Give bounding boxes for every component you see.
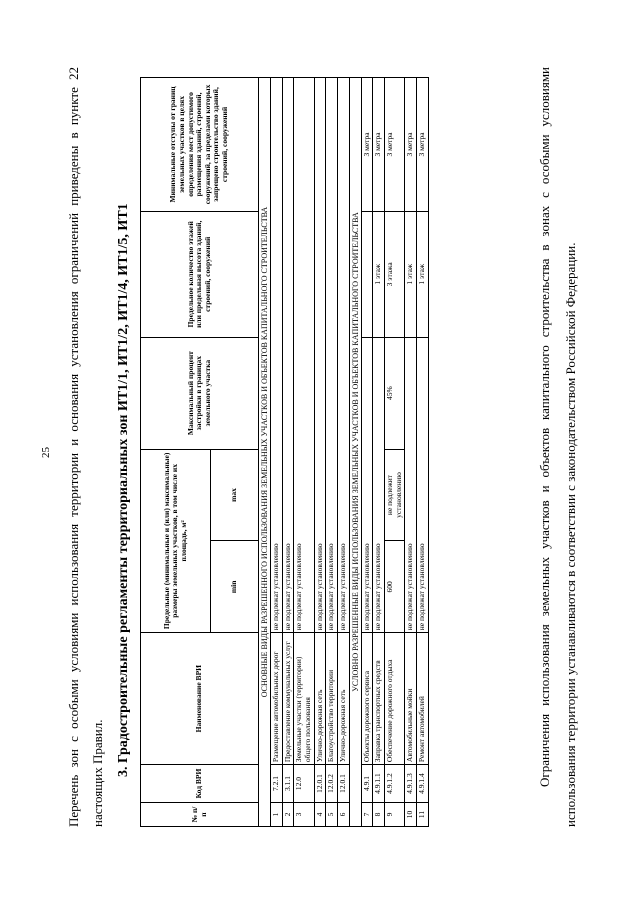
table-row: [294, 78, 314, 827]
table-row: [385, 78, 405, 827]
cell-name: Благоустройство территории: [326, 633, 338, 765]
cell-name: Улично-дорожная сеть: [314, 633, 326, 765]
cell-params: не подлежат установлению: [314, 78, 326, 633]
cell-code: 4.9.1: [361, 765, 373, 803]
cell-code: 7.2.1: [271, 765, 283, 803]
cell-code: 12.0: [294, 765, 314, 803]
cell-num: 10: [405, 803, 417, 827]
cell-name: Объекты дорожного сервиса: [361, 633, 373, 765]
cell-max: не подлежит установлению: [385, 449, 405, 541]
cell-code: 4.9.1.3: [405, 765, 417, 803]
intro-paragraph: [62, 67, 110, 827]
table-row: [271, 78, 283, 827]
cell-code: 4.9.1.2: [385, 765, 405, 803]
cell-name: Размещение автомобильных дорог: [271, 633, 283, 765]
cell-setback: 3 метра: [385, 78, 405, 212]
cell-num: 11: [416, 803, 428, 827]
table-row: [337, 78, 349, 827]
page-number: 25: [40, 447, 52, 458]
cell-params: не подлежат установлению: [373, 337, 385, 633]
regulations-table-wrapper: [140, 77, 429, 827]
cell-name: Заправка транспортных средств: [373, 633, 385, 765]
cell-percent: 45%: [385, 337, 405, 449]
cell-num: 7: [361, 803, 373, 827]
header-floors: Предельное количество этажей или предельная высота зданий, строений, сооружений: [141, 211, 259, 337]
section-row-main: [259, 78, 271, 827]
cell-code: 12.0.2: [326, 765, 338, 803]
cell-setback: 3 метра: [361, 78, 373, 212]
header-num: № п/п: [141, 803, 259, 827]
table-row: [405, 78, 417, 827]
header-max: max: [211, 449, 259, 541]
cell-params: не подлежат установлению: [294, 78, 314, 633]
cell-num: 4: [314, 803, 326, 827]
intro-text: Перечень зон с особыми условиями использования территории и основания установления ограничений приведены в пункте 22 настоящих Правил.: [66, 67, 105, 827]
cell-params: не подлежат установлению: [416, 337, 428, 633]
header-setbacks: Минимальные отступы от границ земельных участков в целях определения мест допустимого размещения зданий, строений, сооружений, за пределами которых запрещено строительство зданий, строений, сооружений: [141, 78, 259, 212]
table-row: [282, 78, 294, 827]
cell-code: 12.0.1: [314, 765, 326, 803]
cell-setback: 3 метра: [405, 78, 417, 212]
cell-num: 1: [271, 803, 283, 827]
cell-num: 5: [326, 803, 338, 827]
header-percent: Максимальный процент застройки в границах земельного участка: [141, 337, 259, 449]
cell-setback: 3 метра: [416, 78, 428, 212]
table-row: [326, 78, 338, 827]
header-min: min: [211, 541, 259, 633]
table-row: [314, 78, 326, 827]
cell-params: не подлежат установлению: [361, 337, 373, 633]
table-row: [416, 78, 428, 827]
cell-num: 2: [282, 803, 294, 827]
cell-params: не подлежат установлению: [271, 78, 283, 633]
cell-params: не подлежат установлению: [405, 337, 417, 633]
cell-params: не подлежат установлению: [337, 78, 349, 633]
cell-name: Земельные участки (территории) общего пользования: [294, 633, 314, 765]
cell-name: Ремонт автомобилей: [416, 633, 428, 765]
table-row: [361, 78, 373, 827]
header-name: Наименование ВРИ: [141, 633, 259, 765]
cell-floors: [361, 211, 373, 337]
cell-floors: 3 этажа: [385, 211, 405, 337]
outro-paragraph: [532, 67, 584, 827]
cell-num: 3: [294, 803, 314, 827]
section-conditional-title: УСЛОВНО РАЗРЕШЕННЫЕ ВИДЫ ИСПОЛЬЗОВАНИЯ ЗЕМЕЛЬНЫХ УЧАСТКОВ И ОБЪЕКТОВ КАПИТАЛЬНОГО СТРОИТЕЛЬСТВА: [349, 78, 361, 827]
cell-min: 600: [385, 541, 405, 633]
regulations-table: [140, 77, 429, 827]
cell-code: 12.0.1: [337, 765, 349, 803]
section-main-title: ОСНОВНЫЕ ВИДЫ РАЗРЕШЕННОГО ИСПОЛЬЗОВАНИЯ ЗЕМЕЛЬНЫХ УЧАСТКОВ И ОБЪЕКТОВ КАПИТАЛЬНОГО СТРОИТЕЛЬСТВА: [259, 78, 271, 827]
cell-num: 9: [385, 803, 405, 827]
section-heading: 3. Градостроительные регламенты территориальных зон ИТ1/1, ИТ1/2, ИТ1/4, ИТ1/5, ИТ1: [116, 203, 131, 777]
header-code: Код ВРИ: [141, 765, 259, 803]
cell-code: 4.9.1.4: [416, 765, 428, 803]
cell-floors: 1 этаж: [405, 211, 417, 337]
table-header-row: [141, 78, 211, 827]
cell-code: 3.1.1: [282, 765, 294, 803]
cell-floors: 1 этаж: [416, 211, 428, 337]
cell-name: Обеспечение дорожного отдыха: [385, 633, 405, 765]
cell-setback: 3 метра: [373, 78, 385, 212]
cell-code: 4.9.1.1: [373, 765, 385, 803]
cell-num: 8: [373, 803, 385, 827]
cell-name: Улично-дорожная сеть: [337, 633, 349, 765]
section-row-conditional: [349, 78, 361, 827]
header-sizes: Предельные (минимальные и (или) максимальные) размеры земельных участков, в том числе их площадь, м²: [141, 449, 211, 633]
cell-name: Предоставление коммунальных услуг: [282, 633, 294, 765]
cell-num: 6: [337, 803, 349, 827]
table-row: [373, 78, 385, 827]
outro-text: Ограничения использования земельных участков и объектов капитального строительства в зонах с особыми условиями использования территории устанавливаются в соответствии с законодательством Российской Федерации.: [537, 67, 578, 827]
cell-params: не подлежат установлению: [326, 78, 338, 633]
cell-floors: 1 этаж: [373, 211, 385, 337]
cell-name: Автомобильные мойки: [405, 633, 417, 765]
cell-params: не подлежат установлению: [282, 78, 294, 633]
